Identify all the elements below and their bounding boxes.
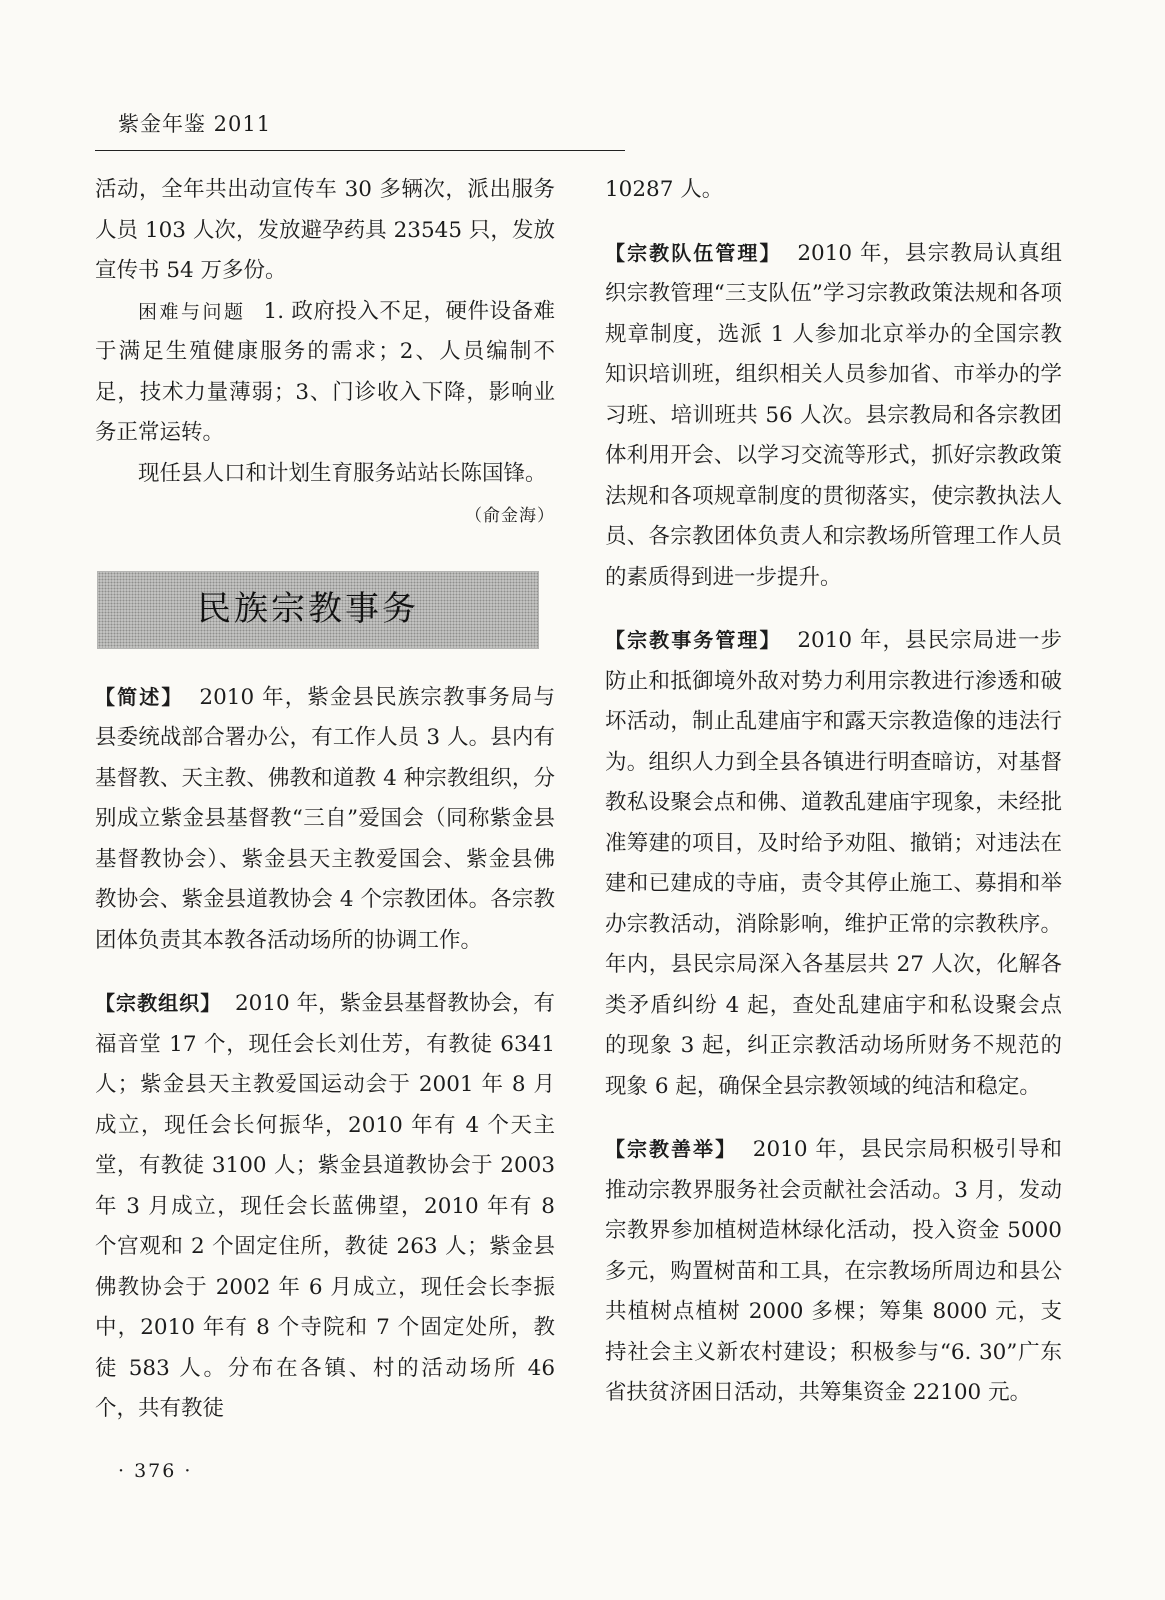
difficulties-text: 1. 政府投入不足，硬件设备难于满足生殖健康服务的需求；2、人员编制不足，技术力量薄弱；3、门诊收入下降，影响业务正常运转。 xyxy=(95,298,555,445)
running-head: 紫金年鉴 2011 xyxy=(118,112,272,136)
author-credit: （俞金海） xyxy=(465,506,555,526)
staff-management-paragraph xyxy=(605,233,1062,599)
section-banner xyxy=(97,571,539,649)
right-column xyxy=(605,170,1062,1414)
left-column xyxy=(95,170,555,1430)
overview-tag: 【简述】 xyxy=(95,684,184,709)
difficulties-label: 困难与问题 xyxy=(138,300,246,323)
director-paragraph: 现任县人口和计划生育服务站站长陈国锋。 xyxy=(138,460,547,486)
affairs-management-tag: 【宗教事务管理】 xyxy=(605,628,782,652)
religious-org-tag: 【宗教组织】 xyxy=(95,991,222,1015)
overview-text: 2010 年，紫金县民族宗教事务局与县委统战部合署办公，有工作人员 3 人。县内有基督教、天主教、佛教和道教 4 种宗教组织，分别成立紫金县基督教“三自”爱国会（同称紫金县基督教协会）、紫金县天主教爱国会、紫金县佛教协会、紫金县道教协会 4 个宗教团体。各宗教团体负责其本教各活动场所的协调工作。 xyxy=(95,684,556,953)
page-number: · 376 · xyxy=(118,1460,193,1482)
charity-paragraph xyxy=(605,1129,1062,1414)
overview-paragraph xyxy=(95,677,555,962)
affairs-management-text: 2010 年，县民宗局进一步防止和抵御境外敌对势力利用宗教进行渗透和破坏活动，制止乱建庙宇和露天宗教造像的违法行为。组织人力到全县各镇进行明查暗访，对基督教私设聚会点和佛、道教乱建庙宇现象，未经批准筹建的项目，及时给予劝阻、撤销；对违法在建和已建成的寺庙，责令其停止施工、募捐和举办宗教活动，消除影响，维护正常的宗教秩序。年内，县民宗局深入各基层共 27 人次，化解各类矛盾纠纷 4 起，查处乱建庙宇和私设聚会点的现象 3 起，纠正宗教活动场所财务不规范的现象 6 起，确保全县宗教领域的纯洁和稳定。 xyxy=(605,628,1063,1099)
header-rule xyxy=(95,150,625,151)
charity-text: 2010 年，县民宗局积极引导和推动宗教界服务社会贡献社会活动。3 月，发动宗教界参加植树造林绿化活动，投入资金 5000 多元，购置树苗和工具，在宗教场所周边和县公共植树点植树 2000 多棵；筹集 8000 元，支持社会主义新农村建设；积极参与“6. 30”广东省扶贫济困日活动，共筹集资金 22100 元。 xyxy=(605,1137,1063,1405)
religious-org-paragraph xyxy=(95,983,555,1430)
continued-count: 10287 人。 xyxy=(605,177,724,202)
affairs-management-paragraph xyxy=(605,620,1062,1107)
staff-management-text: 2010 年，县宗教局认真组织宗教管理“三支队伍”学习宗教政策法规和各项规章制度，选派 1 人参加北京举办的全国宗教知识培训班，组织相关人员参加省、市举办的学习班、培训班共 56 人次。县宗教局和各宗教团体利用开会、以学习交流等形式，抓好宗教政策法规和各项规章制度的贯彻落实，使宗教执法人员、各宗教团体负责人和宗教场所管理工作人员的素质得到进一步提升。 xyxy=(605,240,1063,590)
charity-tag: 【宗教善举】 xyxy=(605,1137,738,1161)
section-title: 民族宗教事务 xyxy=(197,589,419,630)
continued-paragraph: 活动，全年共出动宣传车 30 多辆次，派出服务人员 103 人次，发放避孕药具 23545 只，发放宣传书 54 万多份。 xyxy=(95,177,555,283)
difficulties-paragraph xyxy=(95,292,555,454)
staff-management-tag: 【宗教队伍管理】 xyxy=(605,240,782,265)
religious-org-text: 2010 年，紫金县基督教协会，有福音堂 17 个，现任会长刘仕芳，有教徒 6341 人；紫金县天主教爱国运动会于 2001 年 8 月成立，现任会长何振华，2010 年有 4 个天主堂，有教徒 3100 人；紫金县道教协会于 2003 年 3 月成立，现任会长蓝佛望，2010 年有 8 个宫观和 2 个固定住所，教徒 263 人；紫金县佛教协会于 2002 年 6 月成立，现任会长李振中，2010 年有 8 个寺院和 7 个固定处所，教徒 583 人。分布在各镇、村的活动场所 46 个，共有教徒 xyxy=(95,991,555,1421)
